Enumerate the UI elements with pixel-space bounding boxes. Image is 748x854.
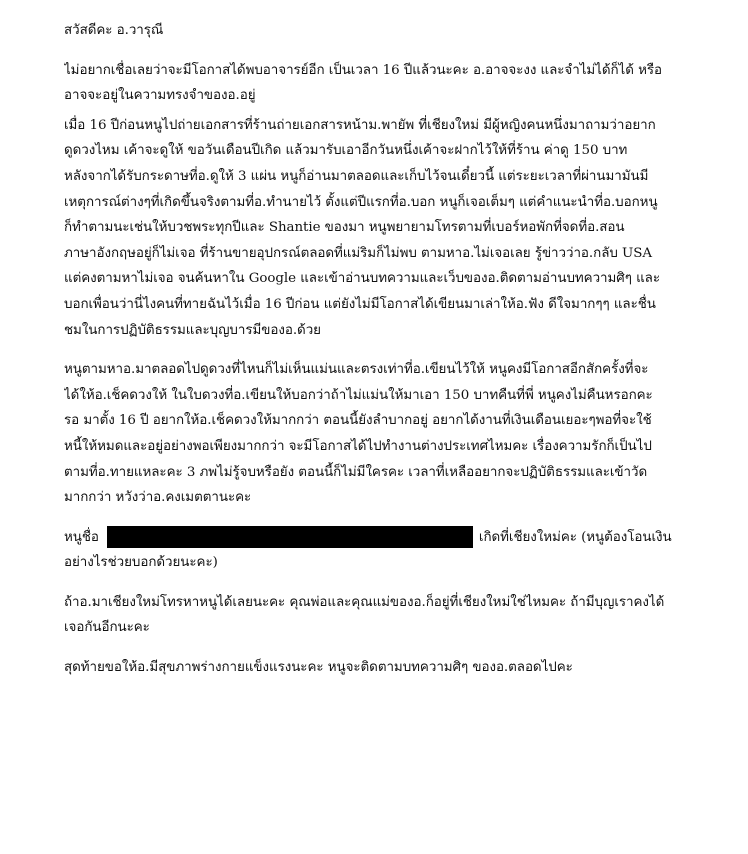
paragraph-closing xyxy=(64,655,708,681)
name-line xyxy=(64,525,708,551)
text-line: ไม่อยากเชื่อเลยว่าจะมีโอกาสได้พบอาจารย์อีก เป็นเวลา 16 ปีแล้วนะคะ อ.อาจจะงง และจำไม่ได้ก็ได้ หรือ xyxy=(64,62,663,78)
paragraph-name xyxy=(64,525,708,576)
paragraph-request xyxy=(64,357,708,511)
paragraph-intro xyxy=(64,58,708,109)
text-line: บอกเพื่อนว่านี่ไงคนที่ทายฉันไว้เมื่อ 16 ปีก่อน แต่ยังไม่มีโอกาสได้เขียนมาเล่าให้อ.ฟัง ดีใจมากๆๆ และชื่น xyxy=(64,296,656,312)
text-line: ชมในการปฏิบัติธรรมและบุญบารมีของอ.ด้วย xyxy=(64,322,321,338)
text-line: ได้ให้อ.เช็คดวงให้ ในใบดวงที่อ.เขียนให้บอกว่าถ้าไม่แม่นให้มาเอา 150 บาทคืนที่พี่ หนูคงไม่คืนหรอกคะ xyxy=(64,387,653,403)
greeting: สวัสดีคะ อ.วารุณี xyxy=(64,23,164,38)
text-line: หลังจากได้รับกระดาษที่อ.ดูให้ 3 แผ่น หนูก็อ่านมาตลอดและเก็บไว้จนเดี๋ยวนี้ แต่ระยะเวลาที่ผ่านมามันมี xyxy=(64,168,649,184)
text-line: หนูตามหาอ.มาตลอดไปดูดวงที่ไหนก็ไม่เห็นแม่นและตรงเท่าที่อ.เขียนไว้ให้ หนูคงมีโอกาสอีกสักครั้งที่จะ xyxy=(64,362,649,378)
paragraph-visit xyxy=(64,590,708,641)
text-line: ตามที่อ.ทายแหละคะ 3 ภพไม่รู้จบหรือยัง ตอนนี้ก็ไม่มีใครคะ เวลาที่เหลืออยากจะปฏิบัติธรรมและเข้าวัด xyxy=(64,464,648,480)
text-line: ถ้าอ.มาเชียงใหม่โทรหาหนูได้เลยนะคะ คุณพ่อและคุณแม่ของอ.ก็อยู่ที่เชียงใหม่ใช่ไหมคะ ถ้ามีบุญเราคงได้ xyxy=(64,594,665,610)
text-line: มากกว่า หวังว่าอ.คงเมตตานะคะ xyxy=(64,490,252,506)
text-line: เจอกันอีกนะคะ xyxy=(64,620,150,636)
text-line: ก็ทำตามนะเช่นให้บวชพระทุกปีและ Shantie ของมา หนูพยายามโทรตามที่เบอร์หอพักที่จดที่อ.สอน xyxy=(64,220,625,236)
text-line: หนี้ให้หมดและอยู่อย่างพอเพียงมากกว่า จะมีโอกาสได้ไปทำงานต่างประเทศไหมคะ เรื่องความรักก็เป็นไป xyxy=(64,438,652,454)
closing-line: สุดท้ายขอให้อ.มีสุขภาพร่างกายแข็งแรงนะคะ หนูจะติดตามบทความศิๆ ของอ.ตลอดไปคะ xyxy=(64,660,573,676)
name-prefix: หนูชื่อ xyxy=(64,529,99,545)
text-line: แต่คงตามหาไม่เจอ จนค้นหาใน Google และเข้าอ่านบทความและเว็บของอ.ติดตามอ่านบทความศิๆ และ xyxy=(64,271,660,287)
text-line: ภาษาอังกฤษอยู่ก็ไม่เจอ ที่ร้านขายอุปกรณ์ตลอดที่แม่ริมก็ไม่พบ ตามหาอ.ไม่เจอเลย รู้ข่าวว่าอ.กลับ USA xyxy=(64,245,652,261)
text-line: เมื่อ 16 ปีก่อนหนูไปถ่ายเอกสารที่ร้านถ่ายเอกสารหน้าม.พายัพ ที่เชียงใหม่ มีผู้หญิงคนหนึ่งมาถามว่าอยาก xyxy=(64,117,656,133)
text-line: ดูดวงไหม เค้าจะดูให้ ขอวันเดือนปีเกิด แล้วมารับเอาอีกวันหนึ่งเค้าจะฝากไว้ให้ที่ร้าน ค่าดู 150 บาท xyxy=(64,143,628,159)
text-line: อย่างไรช่วยบอกด้วยนะคะ) xyxy=(64,555,218,571)
paragraph-story xyxy=(64,113,708,343)
text-line: เหตุการณ์ต่างๆที่เกิดขึ้นจริงตามที่อ.ทำนายไว้ ตั้งแต่ปีแรกที่อ.บอก หนูก็เจอเต็มๆ แต่คำแนะนำที่อ.บอกหนู xyxy=(64,194,658,210)
text-line: อาจจะอยู่ในความทรงจำของอ.อยู่ xyxy=(64,88,256,104)
text-line: รอ มาตั้ง 16 ปี อยากให้อ.เช็คดวงให้มากกว่า ตอนนี้ยังลำบากอยู่ อยากได้งานที่เงินเดือนเยอะๆพอที่จะใช้ xyxy=(64,413,652,429)
redacted-name-block xyxy=(107,526,473,548)
name-suffix: เกิดที่เชียงใหม่คะ (หนูต้องโอนเงิน xyxy=(478,529,672,545)
